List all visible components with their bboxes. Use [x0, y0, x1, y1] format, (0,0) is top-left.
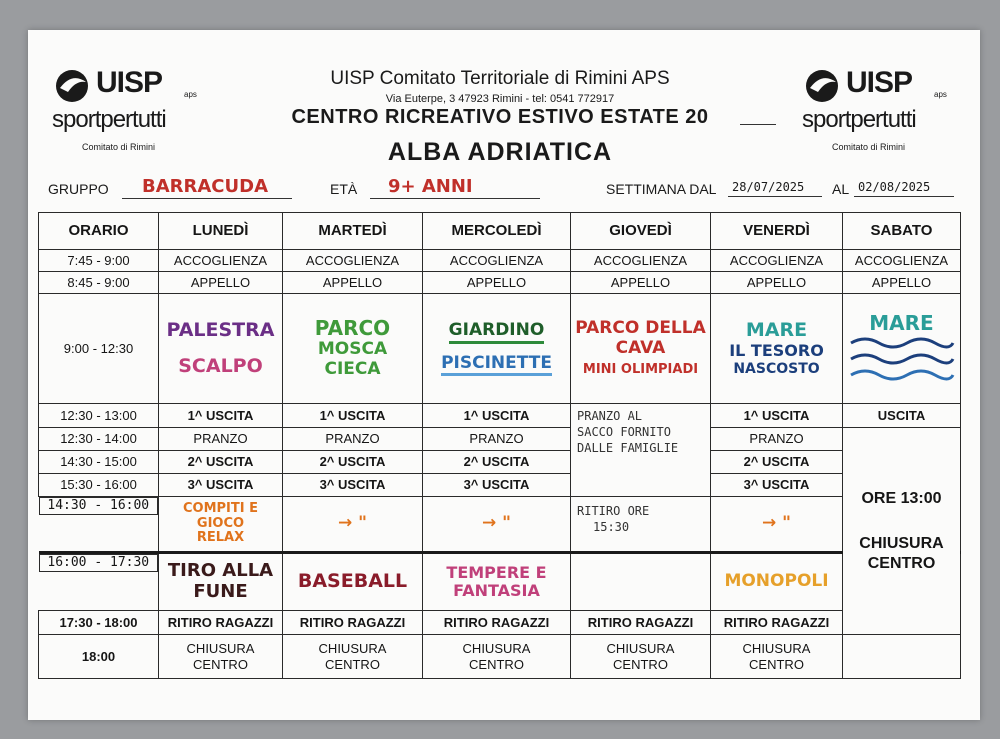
activity-text: GIARDINO: [449, 321, 545, 344]
col-header: VENERDÌ: [711, 213, 843, 250]
group-value: BARRACUDA: [142, 176, 268, 197]
note-line: SACCO FORNITO: [577, 425, 671, 440]
org-address: Via Euterpe, 3 47923 Rimini - tel: 0541 772917: [385, 93, 615, 105]
table-cell: 2^ USCITA: [423, 451, 571, 474]
table-cell: APPELLO: [711, 272, 843, 294]
activity-text: CIECA: [324, 359, 381, 379]
logo-sub: Comitato di Rimini: [832, 142, 906, 152]
table-cell: APPELLO: [843, 272, 961, 294]
activity-text: NASCOSTO: [733, 360, 820, 377]
closing-text: CENTRO: [867, 554, 936, 572]
group-label: GRUPPO: [48, 181, 109, 197]
table-cell: RITIRO RAGAZZI: [571, 611, 711, 635]
table-cell: 2^ USCITA: [711, 451, 843, 474]
activity-text: PALESTRA: [166, 318, 275, 341]
table-cell: ACCOGLIENZA: [159, 250, 283, 272]
thursday-lunch-note: [571, 404, 711, 497]
table-row: [39, 294, 961, 404]
time-cell: 14:30 - 16:00: [39, 497, 159, 515]
weekly-schedule-table: [38, 212, 961, 679]
location-title: ALBA ADRIATICA: [387, 138, 613, 166]
activity-text: FANTASIA: [453, 581, 540, 600]
ditto-mark: → ": [337, 513, 368, 534]
table-cell: 1^ USCITA: [423, 404, 571, 428]
ditto-cell: [423, 497, 571, 553]
closing-text: CENTRO: [469, 656, 524, 672]
closing-text: CHIUSURA: [606, 640, 675, 656]
table-cell: ACCOGLIENZA: [283, 250, 423, 272]
closing-hours: ORE 13:00: [861, 490, 942, 508]
table-row: [39, 553, 961, 611]
logo-suffix: aps: [184, 90, 197, 99]
table-cell: 2^ USCITA: [159, 451, 283, 474]
ditto-cell: [711, 497, 843, 553]
closing-text: CENTRO: [749, 656, 804, 672]
activity-text: MOSCA: [317, 339, 388, 360]
closing-text: CHIUSURA: [859, 535, 944, 553]
table-cell: 2^ USCITA: [283, 451, 423, 474]
table-cell: PRANZO: [711, 428, 843, 451]
note-line: RITIRO ORE: [577, 504, 650, 518]
table-cell: ACCOGLIENZA: [571, 250, 711, 272]
table-row: [39, 635, 961, 679]
col-header: SABATO: [843, 213, 961, 250]
time-cell: 8:45 - 9:00: [39, 272, 159, 294]
table-row: [39, 428, 961, 451]
activity-text: TEMPERE E: [446, 562, 547, 582]
logo-brand: UISP: [846, 66, 913, 99]
closing-cell: [711, 635, 843, 679]
time-cell: 9:00 - 12:30: [39, 294, 159, 404]
table-cell: RITIRO RAGAZZI: [423, 611, 571, 635]
closing-text: CHIUSURA: [742, 640, 811, 656]
activity-text: MINI OLIMPIADI: [582, 361, 699, 377]
table-row: [39, 272, 961, 294]
col-header: MERCOLEDÌ: [423, 213, 571, 250]
col-header: LUNEDÌ: [159, 213, 283, 250]
table-cell: USCITA: [843, 404, 961, 428]
table-cell: 3^ USCITA: [711, 474, 843, 497]
table-cell: APPELLO: [283, 272, 423, 294]
activity-text: COMPITI E: [182, 500, 258, 516]
table-cell: RITIRO RAGAZZI: [159, 611, 283, 635]
table-cell: APPELLO: [423, 272, 571, 294]
logo-suffix: aps: [934, 90, 947, 99]
time-cell: 15:30 - 16:00: [39, 474, 159, 497]
time-cell: 17:30 - 18:00: [39, 611, 159, 635]
table-row: [39, 474, 961, 497]
table-cell: 1^ USCITA: [283, 404, 423, 428]
logo-sub: Comitato di Rimini: [82, 142, 156, 152]
time-cell: 7:45 - 9:00: [39, 250, 159, 272]
col-header: MARTEDÌ: [283, 213, 423, 250]
table-cell: APPELLO: [571, 272, 711, 294]
activity-text: MARE: [745, 319, 808, 342]
activity-text: BASEBALL: [297, 570, 408, 593]
table-cell: ACCOGLIENZA: [711, 250, 843, 272]
closing-text: CENTRO: [613, 656, 668, 672]
table-cell: [571, 553, 711, 611]
time-cell: 16:00 - 17:30: [39, 554, 159, 572]
note-line: PRANZO AL: [577, 409, 643, 423]
org-title: UISP Comitato Territoriale di Rimini APS: [330, 68, 670, 89]
table-cell: RITIRO RAGAZZI: [283, 611, 423, 635]
col-header: ORARIO: [39, 213, 159, 250]
activity-text: MONOPOLI: [724, 571, 829, 592]
activity-text: MARE: [869, 311, 934, 336]
program-title: CENTRO RICREATIVO ESTIVO ESTATE 20: [291, 106, 709, 128]
activity-text: TIRO ALLA: [167, 560, 274, 582]
table-cell: PRANZO: [159, 428, 283, 451]
activity-cell: [423, 553, 571, 611]
closing-text: CHIUSURA: [462, 640, 531, 656]
thursday-pickup-note: [571, 497, 711, 553]
activity-text: RELAX: [196, 530, 245, 546]
activity-cell: [159, 294, 283, 404]
activity-cell: [843, 294, 961, 404]
closing-text: CENTRO: [193, 656, 248, 672]
activity-text: CAVA: [615, 338, 666, 359]
time-cell: 12:30 - 13:00: [39, 404, 159, 428]
activity-text: SCALPO: [178, 354, 263, 377]
closing-cell: [571, 635, 711, 679]
week-to-label: AL: [832, 181, 850, 197]
table-cell: 3^ USCITA: [423, 474, 571, 497]
table-row: [39, 497, 961, 553]
table-cell: ACCOGLIENZA: [423, 250, 571, 272]
header-row: [39, 213, 961, 250]
table-row: [39, 250, 961, 272]
closing-cell: [283, 635, 423, 679]
logo-tagline: sportpertutti: [52, 106, 166, 133]
closing-text: CHIUSURA: [186, 640, 255, 656]
table-cell: 3^ USCITA: [159, 474, 283, 497]
table-cell: [843, 635, 961, 679]
closing-cell: [159, 635, 283, 679]
activity-text: PARCO: [314, 316, 391, 341]
table-cell: 3^ USCITA: [283, 474, 423, 497]
week-to: 02/08/2025: [858, 180, 931, 194]
activity-text: PARCO DELLA: [575, 318, 706, 339]
table-cell: RITIRO RAGAZZI: [711, 611, 843, 635]
closing-cell: [423, 635, 571, 679]
ditto-cell: [283, 497, 423, 553]
table-row: [39, 451, 961, 474]
table-cell: PRANZO: [283, 428, 423, 451]
table-cell: PRANZO: [423, 428, 571, 451]
age-label: ETÀ: [330, 181, 358, 197]
activity-cell: [283, 294, 423, 404]
age-value: 9+ ANNI: [388, 176, 473, 197]
note-line: DALLE FAMIGLIE: [577, 441, 679, 456]
logo-brand: UISP: [96, 66, 163, 99]
waves-icon: [847, 335, 957, 381]
activity-cell: [711, 294, 843, 404]
ditto-mark: → ": [481, 513, 512, 534]
ditto-mark: → ": [761, 513, 792, 534]
activity-cell: [711, 553, 843, 611]
col-header: GIOVEDÌ: [571, 213, 711, 250]
logo-tagline: sportpertutti: [802, 106, 916, 133]
week-label: SETTIMANA DAL: [606, 181, 717, 197]
week-from: 28/07/2025: [732, 180, 805, 194]
table-cell: APPELLO: [159, 272, 283, 294]
table-cell: 1^ USCITA: [711, 404, 843, 428]
activity-cell: [423, 294, 571, 404]
activity-text: IL TESORO: [729, 341, 824, 361]
table-cell: 1^ USCITA: [159, 404, 283, 428]
activity-cell: [283, 553, 423, 611]
table-cell: ACCOGLIENZA: [843, 250, 961, 272]
table-row: [39, 404, 961, 428]
activity-text: GIOCO: [196, 515, 245, 531]
time-cell: 18:00: [39, 635, 159, 679]
activity-cell: [571, 294, 711, 404]
time-cell: 12:30 - 14:00: [39, 428, 159, 451]
note-line: 15:30: [593, 520, 630, 535]
table-row: [39, 611, 961, 635]
time-cell: 14:30 - 15:00: [39, 451, 159, 474]
activity-text: FUNE: [193, 581, 248, 602]
activity-cell: [159, 497, 283, 553]
activity-text: PISCINETTE: [441, 354, 552, 377]
activity-cell: [159, 553, 283, 611]
closing-text: CENTRO: [325, 656, 380, 672]
closing-text: CHIUSURA: [318, 640, 387, 656]
saturday-closing-cell: [843, 428, 961, 635]
